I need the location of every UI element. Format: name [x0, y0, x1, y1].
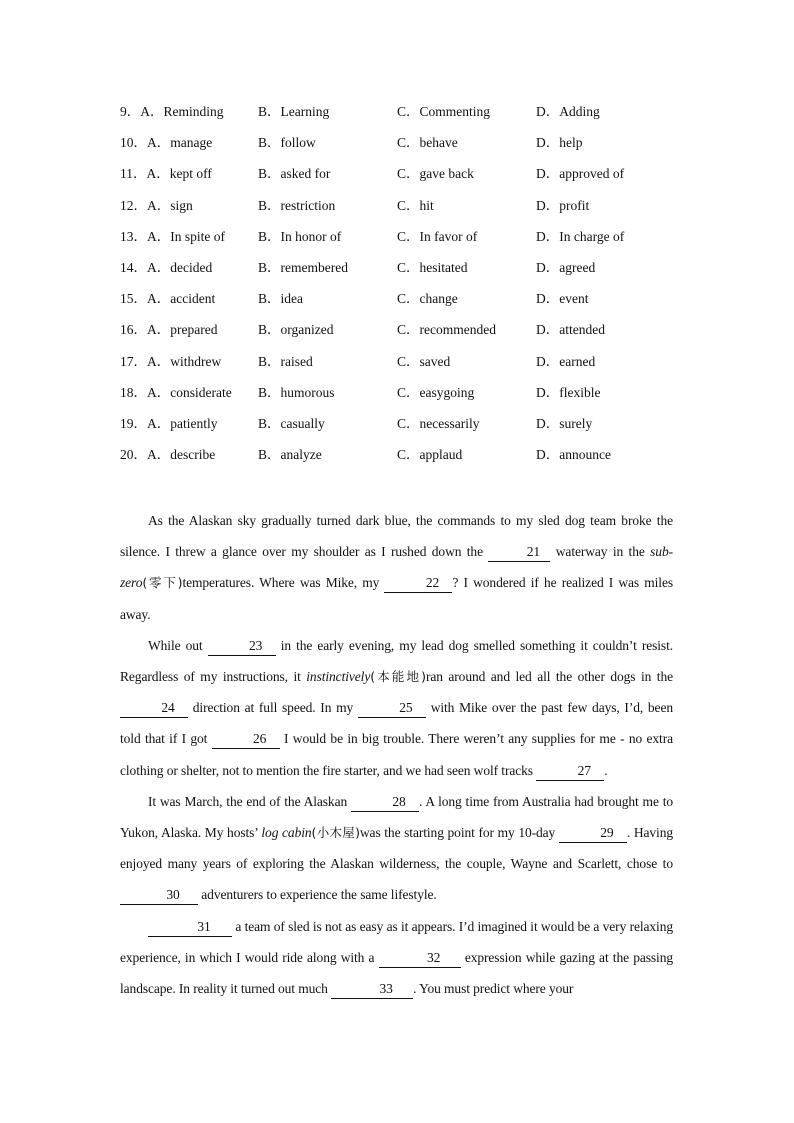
option-row-16	[120, 319, 680, 350]
paragraph-3	[120, 786, 673, 911]
option-a: 18．A．considerate	[120, 384, 232, 400]
option-d: D．flexible	[536, 384, 601, 400]
text: was the starting point for my 10-day	[359, 825, 559, 841]
option-d: D．event	[536, 291, 589, 307]
option-c: C．applaud	[397, 447, 463, 463]
text: adventurers to experience the same lifestyle.	[198, 887, 437, 903]
option-d: D．In charge of	[536, 228, 625, 244]
option-c: C．necessarily	[397, 415, 480, 431]
option-c: C．In favor of	[397, 228, 478, 244]
blank-24: 24	[120, 699, 188, 718]
italic-term: instinctively	[306, 669, 371, 685]
option-row-10	[120, 132, 680, 163]
option-row-18	[120, 382, 680, 413]
chinese-gloss: (本能地)	[370, 669, 426, 685]
options-list	[120, 101, 680, 475]
option-b: B．idea	[258, 291, 303, 307]
chinese-gloss: (小木屋)	[311, 825, 360, 841]
option-b: B．restriction	[258, 197, 336, 213]
option-d: D．announce	[536, 447, 611, 463]
text: waterway in the	[550, 544, 651, 560]
text: ran around and led all the other dogs in the	[425, 669, 673, 685]
option-a: 12．A．sign	[120, 197, 193, 213]
blank-26: 26	[212, 730, 280, 749]
blank-25: 25	[358, 699, 426, 718]
text: a team of sled is not as easy as it appears. I’d imagined it would be a very relaxing experience, in which I would ride along with a	[120, 918, 673, 965]
text: I would be in big trouble. There weren’t any supplies for me - no extra clothing or shelter, not to mention the fire starter, and we had seen wolf tracks	[120, 731, 673, 778]
italic-term: sub-zero	[120, 544, 673, 591]
option-a: 13．A．In spite of	[120, 228, 225, 244]
option-a: 10．A．manage	[120, 135, 213, 151]
option-b: B．follow	[258, 135, 316, 151]
option-row-17	[120, 351, 680, 382]
option-b: B．casually	[258, 415, 325, 431]
option-c: C．recommended	[397, 322, 496, 338]
option-d: D．profit	[536, 197, 590, 213]
text: expression while gazing at the passing landscape. In reality it turned out much	[120, 949, 673, 997]
text: in the early evening, my lead dog smelled something it couldn’t resist. Regardless of my instructions, it	[120, 637, 673, 685]
blank-29: 29	[559, 824, 627, 843]
blank-31: 31	[148, 918, 232, 937]
option-a: 14．A．decided	[120, 259, 213, 275]
option-row-19	[120, 413, 680, 444]
text: As the Alaskan sky gradually turned dark blue, the commands to my sled dog team broke the silence. I threw a glance over my shoulder as I rushed down the	[120, 513, 673, 560]
option-d: D．surely	[536, 415, 593, 431]
option-row-9	[120, 101, 680, 132]
paragraph-2	[120, 630, 673, 786]
option-b: B．Learning	[258, 104, 330, 119]
option-d: D．Adding	[536, 104, 600, 119]
option-row-11	[120, 163, 680, 194]
blank-28: 28	[351, 793, 419, 812]
option-a: 11．A．kept off	[120, 166, 212, 182]
option-c: C．change	[397, 291, 458, 307]
option-c: C．behave	[397, 135, 458, 151]
option-b: B．organized	[258, 322, 334, 338]
cloze-passage	[120, 505, 673, 1004]
option-d: D．help	[536, 135, 583, 151]
option-c: C．Commenting	[397, 104, 491, 119]
text: While out	[148, 637, 208, 653]
text: .	[604, 762, 608, 778]
option-b: B．In honor of	[258, 228, 342, 244]
paragraph-1	[120, 505, 673, 630]
blank-23: 23	[208, 637, 276, 656]
option-c: C．hit	[397, 197, 434, 213]
text: . You must predict where your	[413, 981, 574, 997]
blank-32: 32	[379, 949, 461, 968]
text: direction at full speed. In my	[188, 700, 358, 716]
text: temperatures. Where was Mike, my	[182, 575, 385, 591]
blank-22: 22	[384, 574, 452, 593]
option-d: D．approved of	[536, 166, 625, 182]
option-c: C．easygoing	[397, 384, 475, 400]
text: It was March, the end of the Alaskan	[148, 793, 351, 809]
text: . A long time from Australia had brought me to Yukon, Alaska. My hosts’	[120, 793, 673, 841]
option-b: B．humorous	[258, 384, 335, 400]
option-d: D．attended	[536, 322, 605, 338]
italic-term: log cabin	[261, 825, 312, 841]
option-d: D．agreed	[536, 259, 596, 275]
blank-33: 33	[331, 980, 413, 999]
blank-30: 30	[120, 886, 198, 905]
option-b: B．analyze	[258, 447, 322, 463]
option-d: D．earned	[536, 353, 596, 369]
blank-21: 21	[488, 543, 550, 562]
paragraph-4	[120, 911, 673, 1005]
blank-27: 27	[536, 762, 604, 781]
option-a: 9．A．Reminding	[120, 104, 224, 119]
option-row-12	[120, 195, 680, 226]
option-c: C．gave back	[397, 166, 474, 182]
text: . Having enjoyed many years of exploring the Alaskan wilderness, the couple, Wayne and Scarlett, chose to	[120, 825, 673, 872]
option-row-14	[120, 257, 680, 288]
option-b: B．remembered	[258, 259, 348, 275]
option-c: C．saved	[397, 353, 451, 369]
option-a: 15．A．accident	[120, 291, 216, 307]
option-b: B．asked for	[258, 166, 331, 182]
option-row-15	[120, 288, 680, 319]
text: ? I wondered if he realized I was miles away.	[120, 575, 673, 622]
option-a: 19．A．patiently	[120, 415, 218, 431]
text: with Mike over the past few days, I’d, been told that if I got	[120, 700, 673, 747]
option-a: 17．A．withdrew	[120, 353, 222, 369]
option-row-20	[120, 444, 680, 475]
option-b: B．raised	[258, 353, 313, 369]
option-row-13	[120, 226, 680, 257]
option-a: 20．A．describe	[120, 447, 216, 463]
option-a: 16．A．prepared	[120, 322, 218, 338]
chinese-gloss: (零下)	[142, 575, 183, 591]
option-c: C．hesitated	[397, 259, 468, 275]
